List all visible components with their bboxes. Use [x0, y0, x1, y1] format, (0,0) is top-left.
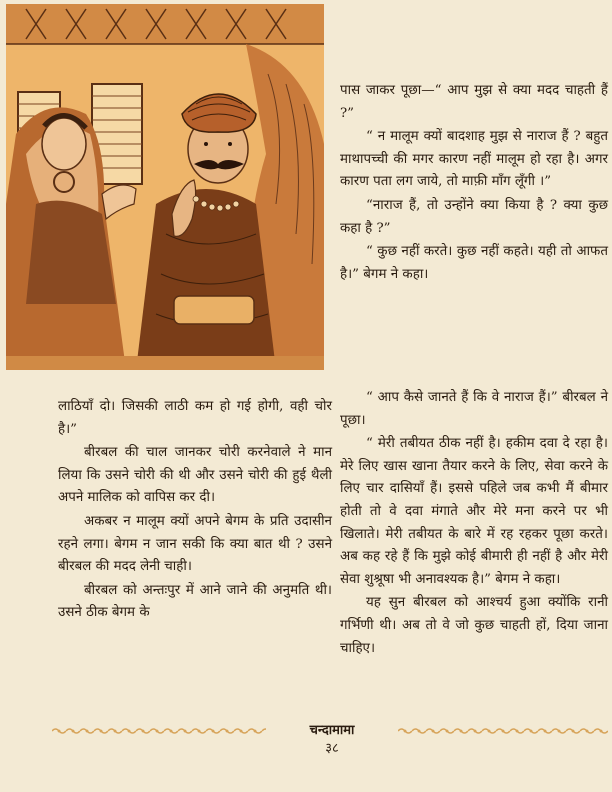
paragraph: अकबर न मालूम क्यों अपने बेगम के प्रति उदासीन रहने लगा। बेगम न जान सकी कि क्या बात थी ? उसने बीरबल की मदद लेनी चाही।: [58, 513, 332, 575]
paragraph: यह सुन बीरबल को आश्चर्य हुआ क्योंकि रानी गर्भिणी थी। अब तो वे जो कुछ चाहती हों, दिया जाना चाहिए।: [340, 595, 608, 656]
illustration-akbar-begum-icon: [6, 4, 324, 370]
footer-ornament-right: [398, 727, 608, 735]
paragraph: पास जाकर पूछा—“ आप मुझ से क्या मदद चाहती हैं ?”: [340, 83, 608, 121]
footer-ornament-left: [52, 727, 266, 735]
paragraph: लाठियाँ दो। जिसकी लाठी कम हो गई होगी, वही चोर है।”: [58, 399, 332, 437]
left-column: [58, 396, 332, 626]
right-column-top: [340, 80, 608, 287]
story-illustration: [6, 4, 324, 370]
paragraph: “ न मालूम क्यों बादशाह मुझ से नाराज हैं ? बहुत माथापच्ची की मगर कारण नहीं मालूम हो रहा है। अगर कारण पता लग जाये, तो माफ़ी माँग लूँगी ।”: [340, 129, 608, 190]
page-number: ३८: [325, 741, 339, 756]
paragraph: बीरबल को अन्तःपुर में आने जाने की अनुमति थी। उसने ठीक बेगम के: [58, 582, 332, 621]
paragraph: “नाराज हैं, तो उन्होंने क्या किया है ? क्या कुछ कहा है ?”: [340, 197, 608, 236]
paragraph: “ आप कैसे जानते हैं कि वे नाराज हैं।” बीरबल ने पूछा।: [340, 390, 608, 428]
magazine-title: चन्दामामा: [309, 723, 355, 738]
right-column-bottom: [340, 387, 608, 661]
paragraph: “ कुछ नहीं करते। कुछ नहीं कहते। यही तो आफत है।” बेगम ने कहा।: [340, 244, 608, 282]
paragraph: “ मेरी तबीयत ठीक नहीं है। हकीम दवा दे रहा है। मेरे लिए खास खाना तैयार करने के लिए, सेवा करने के लिए चार दासियाँ हैं। इससे पहिले जब कभी मैं बीमार होती तो वे दवा मंगाते और मेरे मना करने पर भी खिलाते। मेरी तबीयत के बारे में रह रहकर पूछा करते। अब कह रहे हैं कि मुझे कोई बीमारी ही नहीं है और मेरी सेवा शुश्रूषा भी अनावश्यक है।” बेगम ने कहा।: [340, 436, 608, 587]
paragraph: बीरबल की चाल जानकर चोरी करनेवाले ने मान लिया कि उसने चोरी की थी और उसने चोरी की हुई थैली अपने मालिक को वापिस कर दी।: [58, 445, 332, 506]
